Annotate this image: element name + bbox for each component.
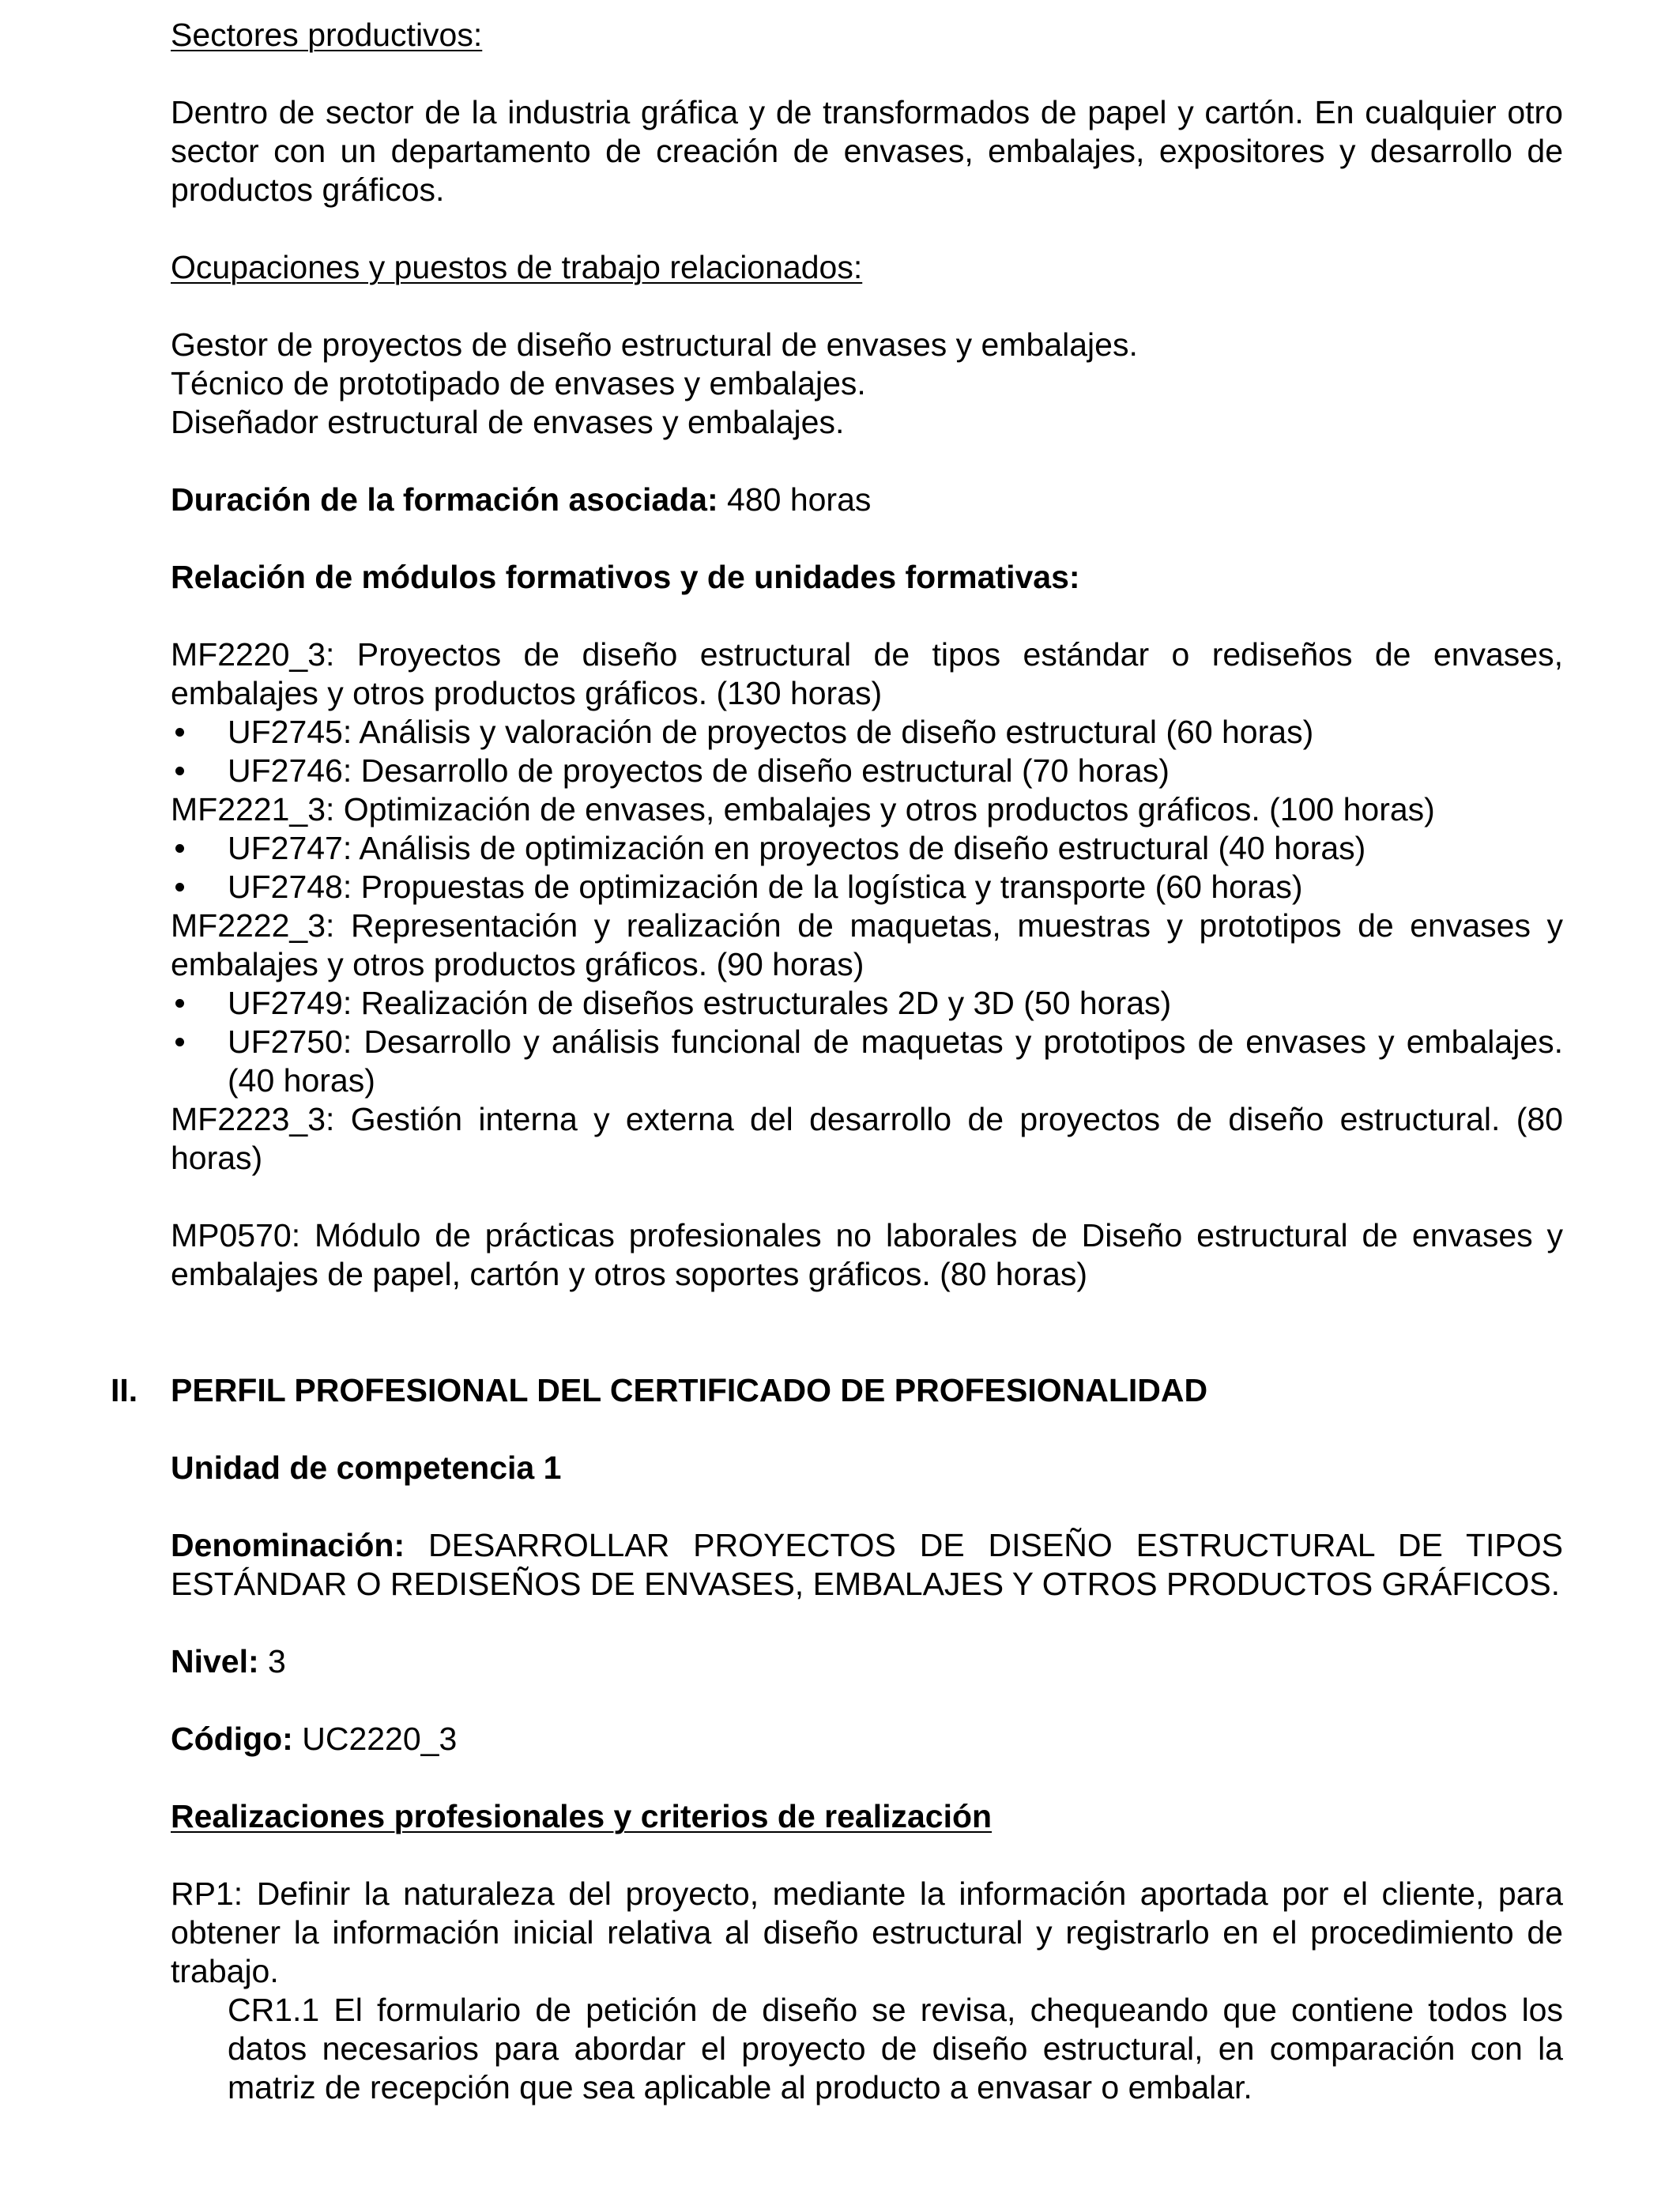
duracion-line <box>171 481 1563 519</box>
module-title-mf2223: MF2223_3: Gestión interna y externa del desarrollo de proyectos de diseño estructural. (80 horas) <box>171 1101 1563 1176</box>
perfil-section-heading <box>111 1371 1563 1410</box>
denominacion-value: DESARROLLAR PROYECTOS DE DISEÑO ESTRUCTURAL DE TIPOS ESTÁNDAR O REDISEÑOS DE ENVASES, EMBALAJES Y OTROS PRODUCTOS GRÁFICOS. <box>171 1527 1563 1602</box>
practicas-module: MP0570: Módulo de prácticas profesionales no laborales de Diseño estructural de envases y embalajes de papel, cartón y otros soportes gráficos. (80 horas) <box>171 1217 1563 1292</box>
codigo-line <box>171 1720 1563 1759</box>
sectores-text: Dentro de sector de la industria gráfica y de transformados de papel y cartón. En cualquier otro sector con un departamento de creación de envases, embalajes, expositores y desarrollo de productos gráficos. <box>171 94 1563 208</box>
unit-item-uf2749: UF2749: Realización de diseños estructurales 2D y 3D (50 horas) <box>171 984 1563 1023</box>
ocupacion-item: Técnico de prototipado de envases y embalajes. <box>171 365 866 401</box>
ocupacion-item: Diseñador estructural de envases y embalajes. <box>171 404 845 440</box>
nivel-value: 3 <box>258 1643 286 1679</box>
module-title-mf2221: MF2221_3: Optimización de envases, embalajes y otros productos gráficos. (100 horas) <box>171 791 1435 827</box>
unit-item-uf2746: UF2746: Desarrollo de proyectos de diseño estructural (70 horas) <box>171 752 1563 790</box>
duracion-value: 480 horas <box>718 481 872 518</box>
ocupacion-item: Gestor de proyectos de diseño estructural de envases y embalajes. <box>171 326 1138 363</box>
ocupaciones-heading: Ocupaciones y puestos de trabajo relacionados: <box>171 249 863 285</box>
denominacion-label: Denominación: <box>171 1527 405 1563</box>
duracion-label: Duración de la formación asociada: <box>171 481 718 518</box>
relacion-heading: Relación de módulos formativos y de unidades formativas: <box>171 559 1080 595</box>
codigo-value: UC2220_3 <box>292 1721 458 1757</box>
codigo-label: Código: <box>171 1721 293 1757</box>
unit-item-uf2748: UF2748: Propuestas de optimización de la logística y transporte (60 horas) <box>171 868 1563 907</box>
module-title-mf2222: MF2222_3: Representación y realización de maquetas, muestras y prototipos de envases y embalajes y otros productos gráficos. (90 horas) <box>171 907 1563 982</box>
denominacion-line <box>171 1526 1563 1604</box>
perfil-heading: PERFIL PROFESIONAL DEL CERTIFICADO DE PROFESIONALIDAD <box>171 1372 1208 1408</box>
section-number: II. <box>111 1372 138 1408</box>
rp1-text: RP1: Definir la naturaleza del proyecto, mediante la información aportada por el cliente, para obtener la información inicial relativa al diseño estructural y registrarlo en el procedimiento de trabajo. <box>171 1875 1563 1989</box>
document-page <box>111 16 1563 2107</box>
ocupaciones-list <box>171 326 1563 442</box>
unit-item-uf2747: UF2747: Análisis de optimización en proyectos de diseño estructural (40 horas) <box>171 829 1563 868</box>
unit-item-uf2745: UF2745: Análisis y valoración de proyectos de diseño estructural (60 horas) <box>171 713 1563 752</box>
cr11-text: CR1.1 El formulario de petición de diseño se revisa, chequeando que contiene todos los datos necesarios para abordar el proyecto de diseño estructural, en comparación con la matriz de recepción que sea aplicable al producto a envasar o embalar. <box>228 1992 1563 2105</box>
nivel-line <box>171 1642 1563 1681</box>
unit-item-uf2750: UF2750: Desarrollo y análisis funcional de maquetas y prototipos de envases y embalajes. (40 horas) <box>171 1023 1563 1100</box>
sectores-heading: Sectores productivos: <box>171 17 483 53</box>
nivel-label: Nivel: <box>171 1643 259 1679</box>
realizaciones-heading: Realizaciones profesionales y criterios de realización <box>171 1798 993 1834</box>
modules-list <box>171 635 1563 1178</box>
module-title-mf2220: MF2220_3: Proyectos de diseño estructural de tipos estándar o rediseños de envases, embalajes y otros productos gráficos. (130 horas) <box>171 636 1563 711</box>
unidad-competencia: Unidad de competencia 1 <box>171 1449 562 1486</box>
